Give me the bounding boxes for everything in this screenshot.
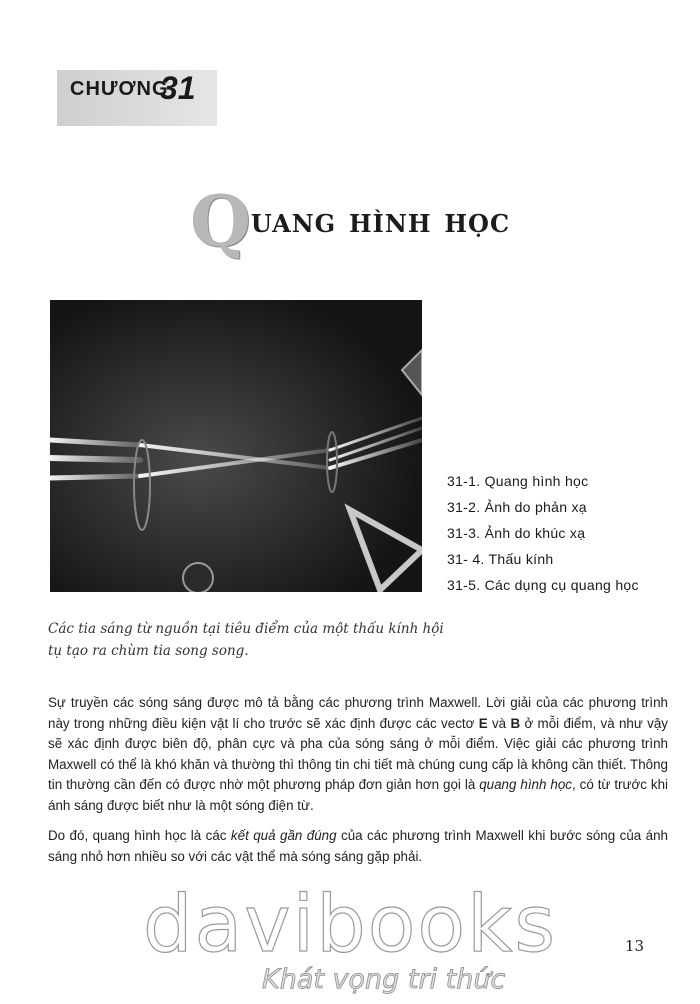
section-item: 31-5. Các dụng cụ quang học	[447, 577, 639, 593]
section-item: 31-2. Ảnh do phản xạ	[447, 499, 587, 515]
body-text	[48, 693, 668, 877]
section-list	[447, 468, 639, 598]
section-item: 31-3. Ảnh do khúc xạ	[447, 525, 586, 541]
photo-caption: Các tia sáng từ nguồn tại tiêu điểm của một thấu kính hội tụ tạo ra chùm tia song song.	[48, 621, 444, 659]
title-initial: Q	[189, 180, 251, 263]
emphasis-term: quang hình học	[479, 777, 572, 792]
watermark-slogan: Khát vọng tri thức	[262, 964, 506, 995]
paragraph	[48, 826, 668, 867]
optics-photo	[50, 300, 422, 592]
watermark-logo: davibooks	[143, 880, 557, 970]
chapter-number: 31	[160, 70, 196, 106]
text-run: Do đó, quang hình học là các	[48, 828, 231, 843]
light-source-icon	[183, 563, 213, 592]
text-run: của các phương trình Maxwell khi bước sóng của ánh sáng nhỏ hơn nhiều so với các vật thể mà sóng sáng gặp phải.	[48, 828, 668, 864]
vector-b: B	[510, 715, 521, 731]
text-run: Sự truyền các sóng sáng được mô tả bằng các phương trình Maxwell. Lời giải của các phương trình này trong những điều kiện vật lí cho trước sẽ xác định được các vectơ	[48, 695, 668, 731]
page-number: 13	[625, 937, 645, 955]
title-rest: uang hình học	[250, 201, 511, 241]
light-rays-illustration	[50, 300, 422, 592]
section-item: 31- 4. Thấu kính	[447, 551, 554, 567]
chapter-title	[0, 180, 700, 263]
paragraph	[48, 693, 668, 816]
section-item: 31-1. Quang hình học	[447, 473, 589, 489]
emphasis-term: kết quả gần đúng	[230, 828, 337, 843]
text-run: và	[487, 715, 511, 731]
vector-e: E	[478, 715, 488, 731]
chapter-label: CHƯƠNG	[70, 78, 169, 100]
text-run: ở mỗi điểm, và như vậy sẽ xác định được biên độ, phân cực và pha của sóng sáng ở mỗi điểm. Việc giải các phương trình Maxwell có thể là khó khăn và thường thì thông tin chi tiết mà chúng cung cấp là không cần thiết. Thông tin thường cần đến có được nhờ một phương pháp đơn giản hơn gọi là	[48, 715, 668, 792]
text-run: , có từ trước khi ánh sáng được biết như là một sóng điện từ.	[48, 777, 668, 813]
